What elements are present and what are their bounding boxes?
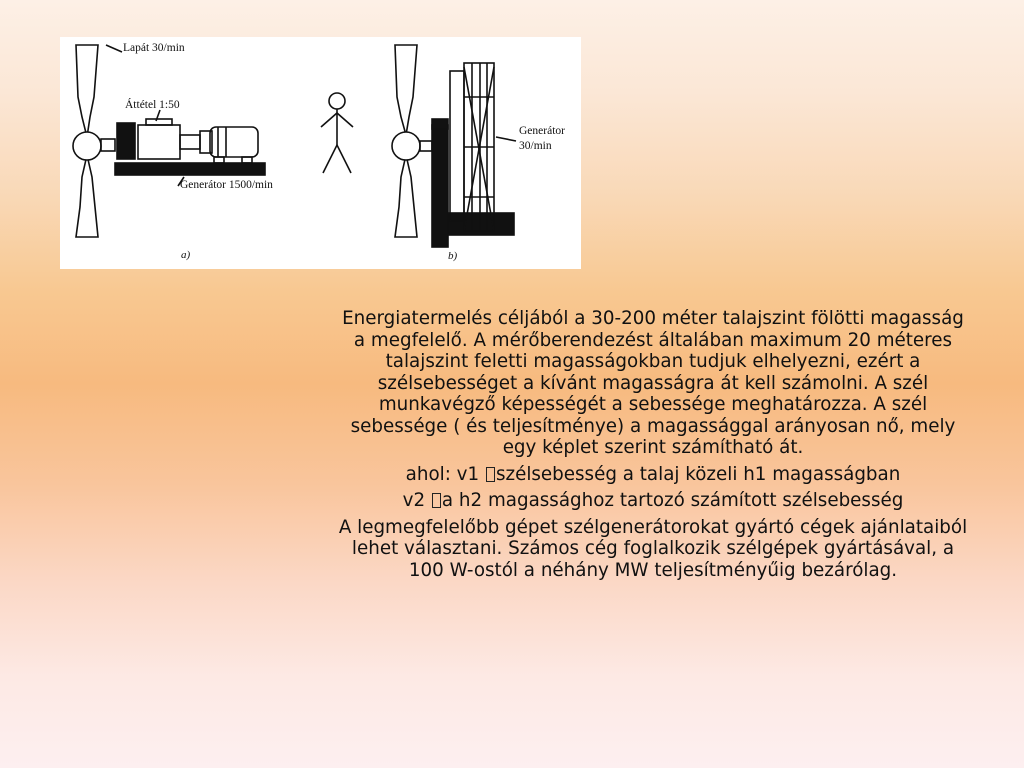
caption-a: a) <box>181 249 191 261</box>
label-generator-b-name: Generátor <box>519 125 565 137</box>
paragraph-energy-height: Energiatermelés céljából a 30-200 méter talajszint fölötti magasság a megfelelő. A mérőberendezést általában maximum 20 méteres talajszint feletti magasságokban tudjuk elhelyezni, ezért a szélsebességet a kívánt magasságra át kell számolni. A szél munkavégző képességét a sebessége meghatározza. A szél sebessége ( és teljesítménye) a magassággal arányosan nő, mely egy képlet szerint számítható át. <box>342 308 964 458</box>
wind-turbine-diagram <box>60 37 581 269</box>
definition-v1-text: szélsebesség a talaj közeli h1 magasságban <box>495 463 901 485</box>
missing-symbol-icon <box>486 467 495 482</box>
label-blade-speed: Lapát 30/min <box>123 42 185 54</box>
definition-v2 <box>336 490 970 512</box>
missing-symbol-icon <box>432 493 441 508</box>
label-generator-b-speed: 30/min <box>519 140 552 152</box>
definition-v2-text: a h2 magassághoz tartozó számított szélsebesség <box>441 490 904 511</box>
definition-v1-term: ahol: v1 <box>405 463 480 485</box>
caption-b: b) <box>448 250 458 262</box>
paragraph-manufacturers: A legmegfelelőbb gépet szélgenerátorokat gyártó cégek ajánlataiból lehet választani. Számos cég foglalkozik szélgépek gyártásával, a 100 W-ostól a néhány MW teljesítményűig bezárólag. <box>338 516 968 581</box>
label-generator-a: Generátor 1500/min <box>180 179 273 191</box>
definition-v2-term: v2 <box>402 490 426 511</box>
body-text <box>336 308 970 586</box>
turbine-drawing <box>60 37 581 269</box>
label-gear-ratio: Áttétel 1:50 <box>125 99 180 111</box>
definition-v1 <box>336 464 970 486</box>
